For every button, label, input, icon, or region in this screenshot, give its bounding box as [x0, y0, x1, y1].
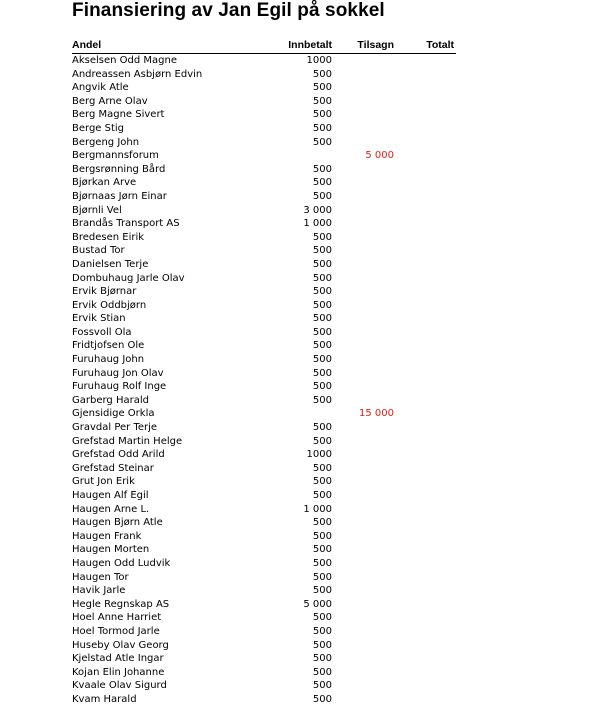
cell-innbetalt: 500 — [312, 557, 332, 569]
table-row — [72, 421, 456, 435]
cell-andel: Haugen Alf Egil — [72, 490, 149, 501]
cell-andel: Ervik Stian — [72, 313, 126, 325]
cell-innbetalt: 500 — [312, 109, 332, 121]
table-row — [72, 367, 456, 381]
cell-innbetalt: 500 — [312, 585, 332, 597]
table-row — [72, 68, 456, 82]
table-row — [72, 204, 456, 218]
cell-innbetalt: 500 — [312, 340, 332, 352]
cell-innbetalt: 500 — [312, 136, 332, 148]
cell-innbetalt: 500 — [312, 422, 332, 434]
cell-innbetalt: 500 — [312, 693, 332, 705]
cell-innbetalt: 500 — [312, 530, 332, 542]
table-header — [72, 38, 456, 54]
cell-andel: Fossvoll Ola — [72, 326, 132, 338]
cell-innbetalt: 500 — [312, 354, 332, 366]
cell-andel: Hegle Regnskap AS — [72, 598, 170, 610]
cell-innbetalt: 5 000 — [303, 598, 332, 610]
cell-andel: Kojan Elin Johanne — [72, 666, 165, 678]
table-row — [72, 611, 456, 625]
table-row — [72, 122, 456, 136]
table-row — [72, 584, 456, 598]
cell-innbetalt: 1 000 — [303, 218, 332, 230]
table-row — [72, 462, 456, 476]
cell-innbetalt: 500 — [312, 272, 332, 284]
cell-andel: Berge Stig — [72, 122, 125, 134]
cell-innbetalt: 500 — [312, 394, 332, 406]
cell-innbetalt: 500 — [312, 639, 332, 651]
cell-innbetalt: 500 — [312, 177, 332, 189]
cell-innbetalt: 1000 — [306, 449, 332, 461]
cell-andel: Hoel Tormod Jarle — [72, 625, 160, 637]
cell-andel: Huseby Olav Georg — [72, 639, 169, 651]
table-row — [72, 108, 456, 122]
cell-innbetalt: 500 — [312, 82, 332, 94]
table-row — [72, 435, 456, 449]
cell-andel: Bjørnli Vel — [72, 204, 122, 216]
cell-innbetalt: 500 — [312, 245, 332, 257]
table-row — [72, 231, 456, 245]
cell-andel: Haugen Tor — [72, 571, 129, 583]
cell-innbetalt: 500 — [312, 95, 332, 107]
table-row — [72, 448, 456, 462]
table-row — [72, 407, 456, 421]
table-row — [72, 190, 456, 204]
cell-andel: Haugen Morten — [72, 544, 150, 556]
table-row — [72, 163, 456, 177]
cell-innbetalt: 500 — [312, 163, 332, 175]
cell-andel: Kvaale Olav Sigurd — [72, 680, 167, 692]
cell-andel: Grefstad Odd Arild — [72, 449, 165, 461]
column-header-totalt: Totalt — [426, 39, 454, 51]
cell-andel: Ervik Bjørnar — [72, 286, 137, 298]
cell-andel: Bergmannsforum — [72, 150, 159, 162]
cell-innbetalt: 500 — [312, 490, 332, 501]
table-row — [72, 557, 456, 571]
cell-andel: Andreassen Asbjørn Edvin — [72, 68, 203, 80]
cell-andel: Haugen Frank — [72, 530, 142, 542]
cell-andel: Akselsen Odd Magne — [72, 55, 177, 66]
cell-innbetalt: 500 — [312, 612, 332, 624]
table-row — [72, 244, 456, 258]
table-row — [72, 81, 456, 95]
cell-innbetalt: 500 — [312, 190, 332, 202]
cell-innbetalt: 500 — [312, 313, 332, 325]
table-row — [72, 353, 456, 367]
cell-innbetalt: 500 — [312, 299, 332, 311]
table-row — [72, 258, 456, 272]
table-row — [72, 149, 456, 163]
table-row — [72, 489, 456, 503]
cell-innbetalt: 500 — [312, 68, 332, 80]
page-title: Finansiering av Jan Egil på sokkel — [72, 0, 385, 21]
cell-andel: Furuhaug Jon Olav — [72, 367, 164, 379]
table-row — [72, 339, 456, 353]
table-row — [72, 625, 456, 639]
cell-innbetalt: 500 — [312, 435, 332, 447]
cell-andel: Bergeng John — [72, 136, 140, 148]
table-row — [72, 312, 456, 326]
table-row — [72, 217, 456, 231]
cell-innbetalt: 1000 — [306, 55, 332, 66]
table-row — [72, 543, 456, 557]
cell-andel: Haugen Arne L. — [72, 503, 150, 515]
cell-andel: Kjelstad Atle Ingar — [72, 653, 164, 665]
cell-andel: Grut Jon Erik — [72, 476, 135, 488]
cell-andel: Fridtjofsen Ole — [72, 340, 145, 352]
cell-innbetalt: 500 — [312, 367, 332, 379]
table-body — [72, 54, 456, 707]
cell-tilsagn: 5 000 — [365, 150, 394, 162]
cell-innbetalt: 500 — [312, 571, 332, 583]
cell-tilsagn: 15 000 — [359, 408, 394, 420]
cell-innbetalt: 500 — [312, 625, 332, 637]
cell-innbetalt: 500 — [312, 462, 332, 474]
table-row — [72, 326, 456, 340]
cell-andel: Haugen Bjørn Atle — [72, 517, 163, 529]
cell-andel: Bjørkan Arve — [72, 177, 137, 189]
cell-innbetalt: 500 — [312, 476, 332, 488]
cell-innbetalt: 500 — [312, 122, 332, 134]
cell-andel: Brandås Transport AS — [72, 218, 180, 230]
cell-andel: Bjørnaas Jørn Einar — [72, 190, 167, 202]
table-row — [72, 475, 456, 489]
cell-andel: Bergsrønning Bård — [72, 163, 166, 175]
cell-andel: Danielsen Terje — [72, 258, 149, 270]
cell-andel: Furuhaug John — [72, 354, 145, 366]
table-row — [72, 571, 456, 585]
table-row — [72, 299, 456, 313]
cell-innbetalt: 500 — [312, 286, 332, 298]
table-row — [72, 679, 456, 693]
table-row — [72, 272, 456, 286]
table-row — [72, 54, 456, 68]
table-row — [72, 380, 456, 394]
table-row — [72, 598, 456, 612]
cell-innbetalt: 500 — [312, 326, 332, 338]
cell-andel: Havik Jarle — [72, 585, 126, 597]
cell-innbetalt: 1 000 — [303, 503, 332, 515]
cell-innbetalt: 500 — [312, 544, 332, 556]
cell-andel: Garberg Harald — [72, 394, 149, 406]
cell-andel: Haugen Odd Ludvik — [72, 557, 171, 569]
table-row — [72, 176, 456, 190]
cell-andel: Gjensidige Orkla — [72, 408, 155, 420]
cell-innbetalt: 500 — [312, 517, 332, 529]
cell-innbetalt: 500 — [312, 653, 332, 665]
table-row — [72, 652, 456, 666]
cell-andel: Berg Magne Sivert — [72, 109, 165, 121]
table-row — [72, 95, 456, 109]
cell-innbetalt: 3 000 — [303, 204, 332, 216]
column-header-innbetalt: Innbetalt — [288, 39, 332, 51]
cell-innbetalt: 500 — [312, 231, 332, 243]
cell-andel: Hoel Anne Harriet — [72, 612, 162, 624]
table-row — [72, 136, 456, 150]
cell-andel: Gravdal Per Terje — [72, 422, 158, 434]
table-row — [72, 530, 456, 544]
table-row — [72, 666, 456, 680]
cell-andel: Angvik Atle — [72, 82, 129, 94]
cell-innbetalt: 500 — [312, 381, 332, 393]
cell-andel: Berg Arne Olav — [72, 95, 148, 107]
cell-innbetalt: 500 — [312, 680, 332, 692]
table-row — [72, 503, 456, 517]
table-row — [72, 693, 456, 707]
column-header-andel: Andel — [72, 39, 102, 51]
cell-andel: Grefstad Martin Helge — [72, 435, 183, 447]
column-header-tilsagn: Tilsagn — [357, 39, 394, 51]
cell-andel: Furuhaug Rolf Inge — [72, 381, 167, 393]
cell-andel: Bustad Tor — [72, 245, 125, 257]
cell-andel: Kvam Harald — [72, 693, 137, 705]
cell-andel: Ervik Oddbjørn — [72, 299, 147, 311]
cell-andel: Dombuhaug Jarle Olav — [72, 272, 185, 284]
table-row — [72, 516, 456, 530]
cell-innbetalt: 500 — [312, 258, 332, 270]
table-row — [72, 285, 456, 299]
table-row — [72, 639, 456, 653]
cell-andel: Grefstad Steinar — [72, 462, 154, 474]
cell-innbetalt: 500 — [312, 666, 332, 678]
cell-andel: Bredesen Eirik — [72, 231, 145, 243]
table-row — [72, 394, 456, 408]
